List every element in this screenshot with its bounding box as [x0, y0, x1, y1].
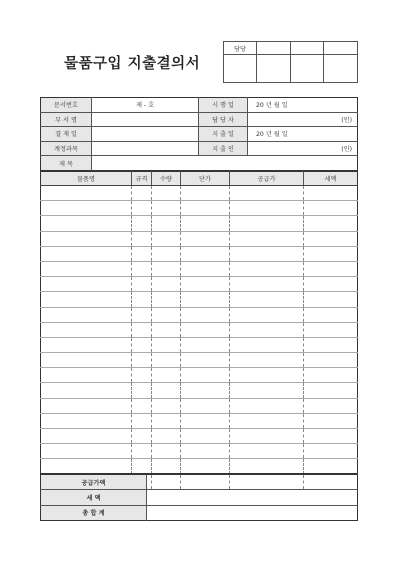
approval-label: 담당: [224, 42, 257, 55]
cell-spec[interactable]: [132, 231, 152, 246]
approval-date-label: 결 재 일: [41, 127, 92, 142]
cell-supply-price[interactable]: [230, 307, 304, 322]
cell-supply-price[interactable]: [230, 216, 304, 231]
cell-tax[interactable]: [304, 277, 358, 292]
cell-qty[interactable]: [152, 413, 181, 428]
cell-unit-price[interactable]: [181, 398, 230, 413]
cell-item-name[interactable]: [41, 322, 132, 337]
table-row: [41, 292, 358, 307]
cell-qty[interactable]: [152, 307, 181, 322]
approval-sign-cell-2[interactable]: [290, 55, 324, 83]
cell-spec[interactable]: [132, 368, 152, 383]
items-header-row: [41, 172, 358, 186]
table-row: [41, 383, 358, 398]
cell-tax[interactable]: [304, 292, 358, 307]
cell-tax[interactable]: [304, 413, 358, 428]
approval-sign-cell-3[interactable]: [324, 55, 358, 83]
doc-no-label: 문서번호: [41, 98, 92, 113]
cell-item-name[interactable]: [41, 277, 132, 292]
cell-item-name[interactable]: [41, 292, 132, 307]
cell-unit-price[interactable]: [181, 216, 230, 231]
cell-supply-price[interactable]: [230, 444, 304, 459]
cell-item-name[interactable]: [41, 459, 132, 474]
cell-spec[interactable]: [132, 246, 152, 261]
cell-tax[interactable]: [304, 444, 358, 459]
table-row: [41, 444, 358, 459]
cell-supply-price[interactable]: [230, 413, 304, 428]
cell-unit-price[interactable]: [181, 337, 230, 352]
cell-unit-price[interactable]: [181, 444, 230, 459]
cell-item-name[interactable]: [41, 307, 132, 322]
approval-box: [223, 41, 358, 83]
exec-date-label: 시 행 일: [199, 98, 248, 113]
table-row: [41, 413, 358, 428]
cell-spec[interactable]: [132, 444, 152, 459]
cell-spec[interactable]: [132, 413, 152, 428]
subject-field[interactable]: [92, 156, 358, 171]
cell-qty[interactable]: [152, 322, 181, 337]
cell-tax[interactable]: [304, 368, 358, 383]
cell-supply-price[interactable]: [230, 368, 304, 383]
cell-spec[interactable]: [132, 201, 152, 216]
cell-item-name[interactable]: [41, 444, 132, 459]
cell-spec[interactable]: [132, 353, 152, 368]
cell-item-name[interactable]: [41, 353, 132, 368]
cell-spec[interactable]: [132, 261, 152, 276]
cell-supply-price[interactable]: [230, 398, 304, 413]
cell-item-name[interactable]: [41, 261, 132, 276]
subject-label: 제 목: [41, 156, 92, 171]
cell-unit-price[interactable]: [181, 246, 230, 261]
cell-spec[interactable]: [132, 277, 152, 292]
cell-unit-price[interactable]: [181, 201, 230, 216]
cell-spec[interactable]: [132, 429, 152, 444]
cell-qty[interactable]: [152, 186, 181, 201]
cell-tax[interactable]: [304, 353, 358, 368]
cell-qty[interactable]: [152, 277, 181, 292]
table-row: [41, 307, 358, 322]
grand-total-label: 총 합 계: [41, 505, 147, 520]
tax-total-label: 세 액: [41, 490, 147, 505]
cell-item-name[interactable]: [41, 368, 132, 383]
cell-tax[interactable]: [304, 186, 358, 201]
cell-supply-price[interactable]: [230, 246, 304, 261]
cell-item-name[interactable]: [41, 186, 132, 201]
cell-item-name[interactable]: [41, 398, 132, 413]
cell-unit-price[interactable]: [181, 413, 230, 428]
table-row: [41, 322, 358, 337]
cell-qty[interactable]: [152, 231, 181, 246]
approval-label-blank: [224, 55, 257, 83]
cell-supply-price[interactable]: [230, 231, 304, 246]
cell-tax[interactable]: [304, 307, 358, 322]
header-info-table: [40, 97, 358, 171]
cell-unit-price[interactable]: [181, 383, 230, 398]
cell-item-name[interactable]: [41, 429, 132, 444]
cell-spec[interactable]: [132, 292, 152, 307]
cell-tax[interactable]: [304, 383, 358, 398]
cell-qty[interactable]: [152, 216, 181, 231]
col-header-supply-price: 공급가: [230, 172, 304, 186]
cell-unit-price[interactable]: [181, 307, 230, 322]
cell-supply-price[interactable]: [230, 292, 304, 307]
cell-item-name[interactable]: [41, 201, 132, 216]
dept-field[interactable]: [92, 112, 199, 127]
pay-date-label: 지 출 일: [199, 127, 248, 142]
cell-supply-price[interactable]: [230, 201, 304, 216]
col-header-item-name: 물품명: [41, 172, 132, 186]
cell-qty[interactable]: [152, 292, 181, 307]
cell-spec[interactable]: [132, 459, 152, 474]
cell-qty[interactable]: [152, 246, 181, 261]
account-label: 계정과목: [41, 141, 92, 156]
cell-supply-price[interactable]: [230, 459, 304, 474]
manager-field[interactable]: (인): [248, 112, 358, 127]
cell-supply-price[interactable]: [230, 186, 304, 201]
cell-qty[interactable]: [152, 261, 181, 276]
cell-unit-price[interactable]: [181, 322, 230, 337]
approval-sign-header-1: [257, 42, 291, 55]
approval-sign-header-3: [324, 42, 358, 55]
table-row: [41, 186, 358, 201]
cell-tax[interactable]: [304, 398, 358, 413]
cell-tax[interactable]: [304, 261, 358, 276]
cell-unit-price[interactable]: [181, 292, 230, 307]
cell-supply-price[interactable]: [230, 322, 304, 337]
cell-tax[interactable]: [304, 246, 358, 261]
cell-unit-price[interactable]: [181, 277, 230, 292]
cell-qty[interactable]: [152, 368, 181, 383]
cell-spec[interactable]: [132, 216, 152, 231]
cell-unit-price[interactable]: [181, 459, 230, 474]
account-field[interactable]: [92, 141, 199, 156]
cell-unit-price[interactable]: [181, 353, 230, 368]
doc-no-field[interactable]: 제 - 호: [92, 98, 199, 113]
approval-sign-header-2: [290, 42, 324, 55]
cell-tax[interactable]: [304, 429, 358, 444]
pay-date-field[interactable]: 20 년 월 일: [248, 127, 358, 142]
cell-unit-price[interactable]: [181, 186, 230, 201]
cell-qty[interactable]: [152, 337, 181, 352]
cell-spec[interactable]: [132, 307, 152, 322]
cell-supply-price[interactable]: [230, 337, 304, 352]
table-row: [41, 201, 358, 216]
cell-qty[interactable]: [152, 383, 181, 398]
cell-spec[interactable]: [132, 383, 152, 398]
cell-supply-price[interactable]: [230, 353, 304, 368]
table-row: [41, 353, 358, 368]
supply-total-field[interactable]: [147, 474, 358, 490]
grand-total-field[interactable]: [147, 505, 358, 520]
table-row: [41, 368, 358, 383]
approval-date-field[interactable]: [92, 127, 199, 142]
exec-date-field[interactable]: 20 년 월 일: [248, 98, 358, 113]
cell-item-name[interactable]: [41, 231, 132, 246]
table-row: [41, 277, 358, 292]
table-row: [41, 429, 358, 444]
cell-unit-price[interactable]: [181, 261, 230, 276]
cell-qty[interactable]: [152, 459, 181, 474]
col-header-spec: 규격: [132, 172, 152, 186]
cell-qty[interactable]: [152, 201, 181, 216]
cell-spec[interactable]: [132, 186, 152, 201]
dept-label: 부 서 명: [41, 112, 92, 127]
col-header-unit-price: 단가: [181, 172, 230, 186]
table-row: [41, 261, 358, 276]
cell-tax[interactable]: [304, 459, 358, 474]
cell-qty[interactable]: [152, 398, 181, 413]
cell-qty[interactable]: [152, 444, 181, 459]
cell-supply-price[interactable]: [230, 261, 304, 276]
cell-supply-price[interactable]: [230, 429, 304, 444]
cell-item-name[interactable]: [41, 337, 132, 352]
col-header-tax: 세액: [304, 172, 358, 186]
cell-item-name[interactable]: [41, 383, 132, 398]
cell-tax[interactable]: [304, 231, 358, 246]
table-row: [41, 459, 358, 474]
payer-label: 지 출 인: [199, 141, 248, 156]
supply-total-label: 공급가액: [41, 474, 147, 490]
cell-qty[interactable]: [152, 353, 181, 368]
cell-supply-price[interactable]: [230, 277, 304, 292]
cell-unit-price[interactable]: [181, 429, 230, 444]
table-row: [41, 337, 358, 352]
approval-sign-cell-1[interactable]: [257, 55, 291, 83]
cell-spec[interactable]: [132, 337, 152, 352]
cell-item-name[interactable]: [41, 413, 132, 428]
document-title: 물품구입 지출결의서: [64, 56, 201, 72]
cell-tax[interactable]: [304, 201, 358, 216]
cell-spec[interactable]: [132, 322, 152, 337]
cell-spec[interactable]: [132, 398, 152, 413]
cell-item-name[interactable]: [41, 216, 132, 231]
cell-qty[interactable]: [152, 429, 181, 444]
col-header-qty: 수량: [152, 172, 181, 186]
items-table: [40, 171, 358, 490]
cell-item-name[interactable]: [41, 246, 132, 261]
cell-tax[interactable]: [304, 322, 358, 337]
tax-total-field[interactable]: [147, 490, 358, 505]
cell-unit-price[interactable]: [181, 231, 230, 246]
cell-tax[interactable]: [304, 216, 358, 231]
table-row: [41, 216, 358, 231]
table-row: [41, 246, 358, 261]
manager-label: 담 당 자: [199, 112, 248, 127]
cell-unit-price[interactable]: [181, 368, 230, 383]
table-row: [41, 398, 358, 413]
payer-field[interactable]: (인): [248, 141, 358, 156]
table-row: [41, 231, 358, 246]
cell-supply-price[interactable]: [230, 383, 304, 398]
totals-table: [40, 473, 358, 521]
cell-tax[interactable]: [304, 337, 358, 352]
